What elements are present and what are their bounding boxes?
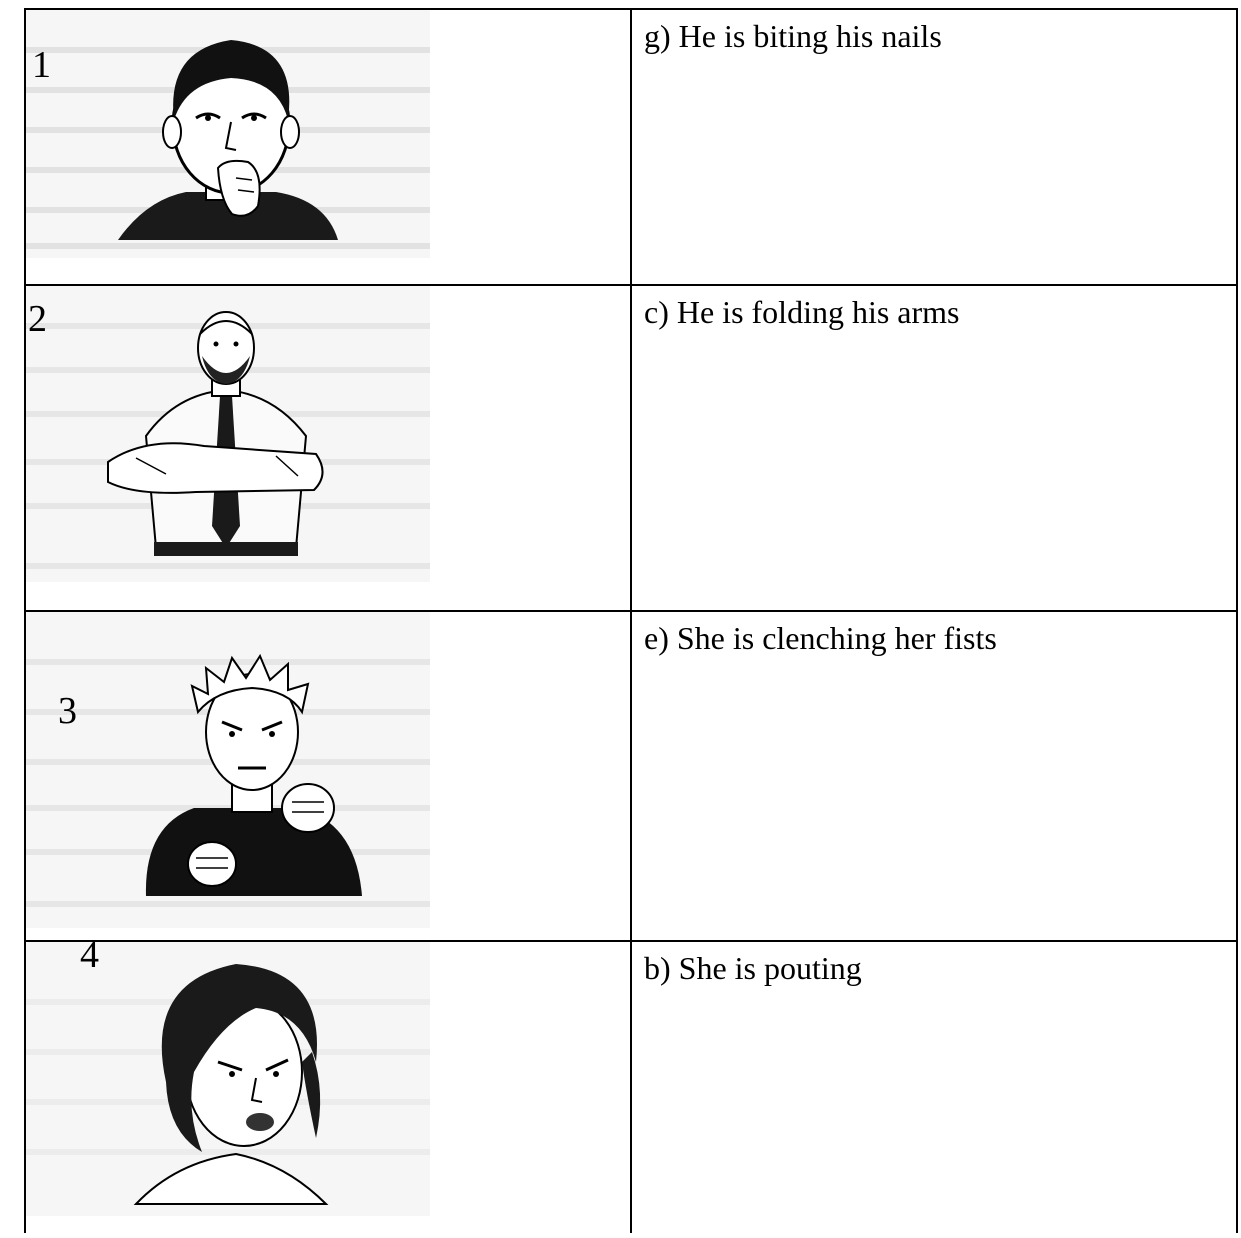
sentence-cell [631,9,1237,285]
picture-number: 3 [58,690,77,732]
table-row [25,611,1237,941]
illustration-woman-clenching-fists [26,612,430,928]
sentence-cell [631,285,1237,611]
man-folding-arms-drawing [26,286,430,582]
sentence-text: e) She is clenching her fists [644,620,997,656]
matching-table [24,8,1238,1233]
sentence-text: c) He is folding his arms [644,294,960,330]
picture-number: 2 [28,298,47,340]
sentence-text: b) She is pouting [644,950,862,986]
boy-biting-nails-drawing [26,10,430,258]
picture-number: 1 [32,44,51,86]
sentence-cell [631,611,1237,941]
illustration-cell [25,9,631,285]
illustration-cell [25,611,631,941]
sentence-text: g) He is biting his nails [644,18,942,54]
illustration-cell [25,941,631,1233]
sentence-cell [631,941,1237,1233]
illustration-boy-biting-nails [26,10,430,258]
picture-number: 4 [80,942,99,976]
illustration-cell [25,285,631,611]
illustration-woman-pouting [26,942,430,1216]
table-row [25,941,1237,1233]
illustration-man-folding-arms [26,286,430,582]
table-row [25,285,1237,611]
table-row [25,9,1237,285]
woman-clenching-fists-drawing [26,612,430,928]
woman-pouting-drawing [26,942,430,1216]
